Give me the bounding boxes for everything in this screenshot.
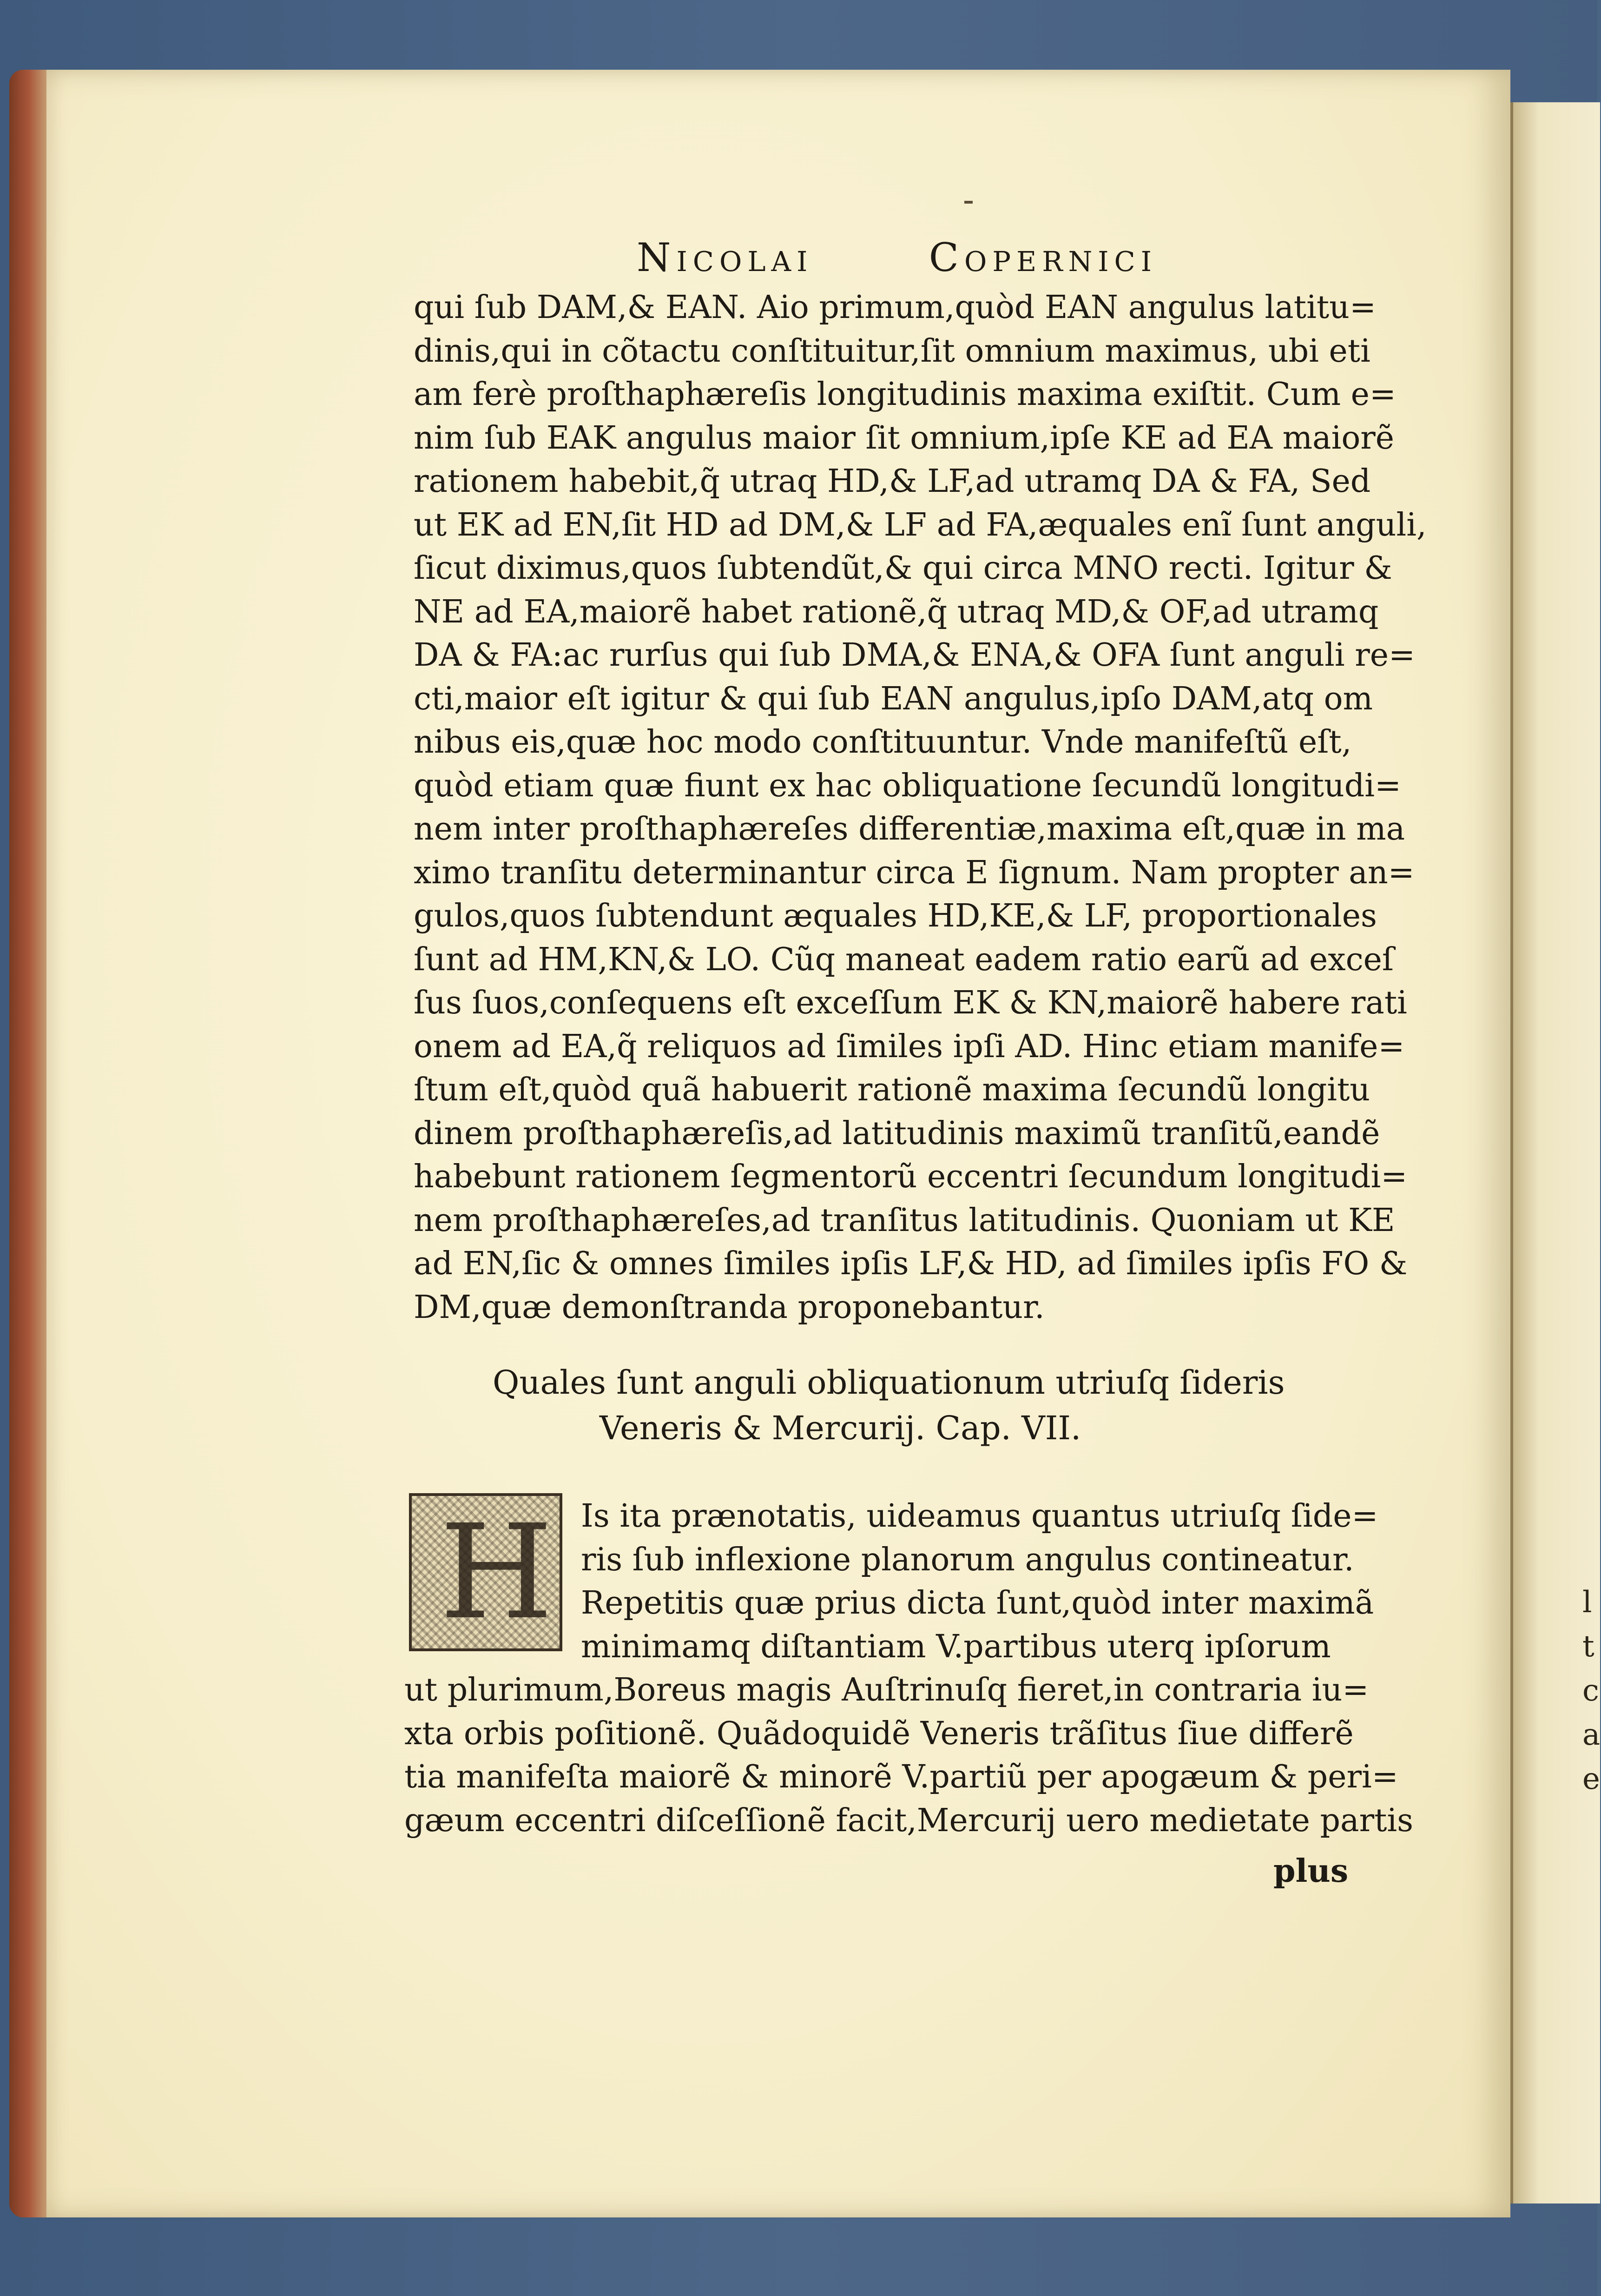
text-line: NE ad EA,maiorẽ habet rationẽ,q̃ utraq MD,& OF,ad utramq xyxy=(414,593,1379,630)
initial-letter: H xyxy=(440,1497,553,1648)
facing-letter: e xyxy=(1582,1762,1600,1796)
text-line: nem inter proſthaphæreſes differentiæ,maxima eſt,quæ in ma xyxy=(414,811,1405,847)
facing-letter: c xyxy=(1582,1674,1599,1708)
catchword: plus xyxy=(1273,1853,1349,1890)
text-line: ris ſub inflexione planorum angulus contineatur. xyxy=(581,1541,1354,1578)
printer-mark xyxy=(964,201,973,204)
facing-page-edge xyxy=(1510,102,1600,2203)
body-paragraph xyxy=(414,286,1427,1329)
text-line: minimamq diſtantiam V.partibus uterq ipſorum xyxy=(581,1628,1331,1665)
header-author-first: Nicolai xyxy=(637,235,813,280)
text-line: dinis,qui in cõtactu conſtituitur,ſit omnium maximus, ubi eti xyxy=(414,332,1370,370)
text-line: cti,maior eſt igitur & qui ſub EAN angulus,ipſo DAM,atq om xyxy=(414,680,1373,717)
text-line: DM,quæ demonſtranda proponebantur. xyxy=(414,1289,1045,1326)
text-line: nim ſub EAK angulus maior ſit omnium,ipſe KE ad EA maiorẽ xyxy=(414,419,1395,457)
facing-letter: t xyxy=(1582,1629,1594,1664)
text-line: gæum eccentri diſceſſionẽ facit,Mercurij uero medietate partis xyxy=(404,1802,1414,1839)
text-line: ſus ſuos,conſequens eſt exceſſum EK & KN,maiorẽ habere rati xyxy=(414,985,1407,1021)
text-line: quòd etiam quæ fiunt ex hac obliquatione ſecundũ longitudi= xyxy=(414,767,1401,804)
text-line: ſicut diximus,quos ſubtendũt,& qui circa MNO recti. Igitur & xyxy=(414,550,1392,587)
text-line: habebunt rationem ſegmentorũ eccentri ſecundum longitudi= xyxy=(414,1158,1408,1195)
text-line: ximo tranſitu determinantur circa E ſignum. Nam propter an= xyxy=(414,854,1415,891)
text-line: gulos,quos ſubtendunt æquales HD,KE,& LF, proportionales xyxy=(414,898,1377,934)
chapter-heading-line: Quales ſunt anguli obliquationum utriuſq ſideris xyxy=(493,1363,1285,1402)
chapter-paragraph xyxy=(404,1495,1414,1842)
text-line: qui ſub DAM,& EAN. Aio primum,quòd EAN angulus latitu= xyxy=(414,289,1376,326)
text-line: onem ad EA,q̃ reliquos ad ſimiles ipſi AD. Hinc etiam manife= xyxy=(414,1028,1405,1065)
facing-page-text xyxy=(1582,1581,1601,1801)
text-line: tia manifeſta maiorẽ & minorẽ V.partiũ per apogæum & peri= xyxy=(404,1759,1398,1795)
header-author-last: Copernici xyxy=(929,235,1157,280)
text-line: dinem proſthaphæreſis,ad latitudinis maximũ tranſitũ,eandẽ xyxy=(414,1115,1380,1152)
text-line: ad EN,ſic & omnes ſimiles ipſis LF,& HD, ad ſimiles ipſis FO & xyxy=(414,1245,1408,1282)
text-line: nem proſthaphæreſes,ad tranſitus latitudinis. Quoniam ut KE xyxy=(414,1202,1395,1239)
chapter-heading xyxy=(493,1360,1320,1451)
text-line: Repetitis quæ prius dicta ſunt,quòd inter maximã xyxy=(581,1585,1374,1621)
text-line: ut EK ad EN,ſit HD ad DM,& LF ad FA,æquales enĩ ſunt anguli, xyxy=(414,506,1427,543)
chapter-heading-line: Veneris & Mercurij. Cap. VII. xyxy=(600,1409,1081,1447)
running-header xyxy=(637,235,1157,280)
facing-letter: a xyxy=(1582,1718,1601,1752)
text-line: ut plurimum,Boreus magis Auſtrinuſq fieret,in contraria iu= xyxy=(404,1672,1369,1708)
text-line: ſtum eſt,quòd quã habuerit rationẽ maxima ſecundũ longitu xyxy=(414,1072,1370,1108)
text-line: rationem habebit,q̃ utraq HD,& LF,ad utramq DA & FA, Sed xyxy=(414,463,1371,500)
text-line: Is ita prænotatis, uideamus quantus utriuſq ſide= xyxy=(581,1498,1378,1535)
text-line: xta orbis poſitionẽ. Quãdoquidẽ Veneris trãſitus ſiue differẽ xyxy=(404,1715,1354,1752)
text-line: DA & FA:ac rurſus qui ſub DMA,& ENA,& OFA ſunt anguli re= xyxy=(414,637,1415,674)
text-line: nibus eis,quæ hoc modo conſtituuntur. Vnde manifeſtũ eſt, xyxy=(414,724,1352,761)
text-line: am ferè proſthaphæreſis longitudinis maxima exiſtit. Cum e= xyxy=(414,376,1396,413)
text-line: ſunt ad HM,KN,& LO. Cũq maneat eadem ratio earũ ad exceſ xyxy=(414,941,1394,978)
facing-letter: l xyxy=(1582,1585,1592,1620)
